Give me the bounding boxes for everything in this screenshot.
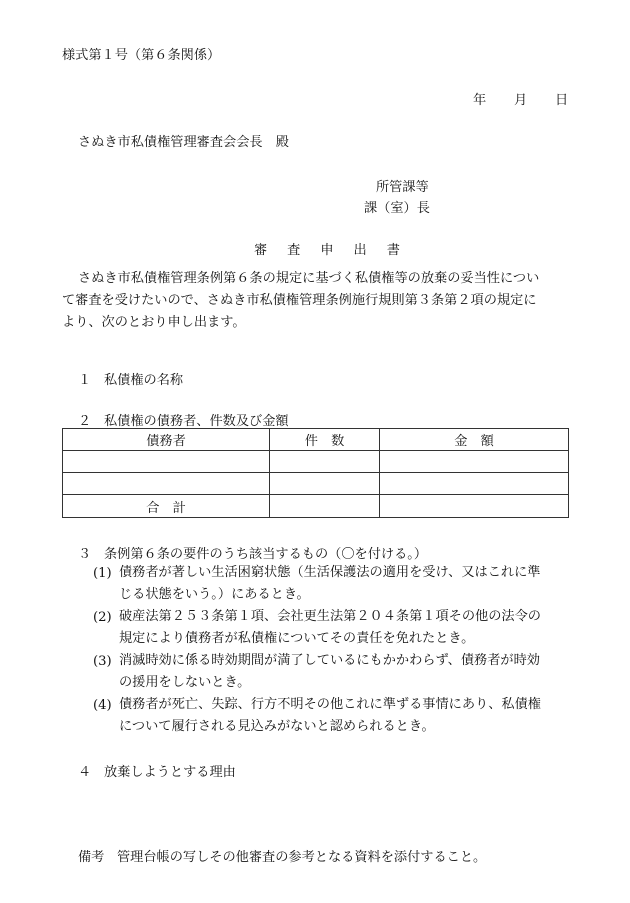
count-cell <box>270 451 380 473</box>
requirement-2-line-2: 規定により債務者が私債権についてその責任を免れたとき。 <box>119 631 475 646</box>
total-amount-cell <box>380 495 569 518</box>
total-count-cell <box>270 495 380 518</box>
section1-number: １ <box>78 373 92 388</box>
section1-label: 私債権の名称 <box>104 373 184 388</box>
table-row <box>63 473 569 495</box>
requirement-1-number: (1) <box>93 566 112 581</box>
header-debtor: 債務者 <box>63 429 270 451</box>
requirement-3-number: (3) <box>93 654 112 669</box>
requirement-1-line-1: 債務者が著しい生活困窮状態（生活保護法の適用を受け、又はこれに準 <box>119 565 541 580</box>
document-title: 審査申出書 <box>254 243 420 258</box>
remarks-text: 管理台帳の写しその他審査の参考となる資料を添付すること。 <box>117 850 487 865</box>
debtor-cell <box>63 451 270 473</box>
addressee: さぬき市私債権管理審査会会長 殿 <box>78 135 289 150</box>
date-year-label: 年 <box>473 93 487 108</box>
amount-cell <box>380 451 569 473</box>
table-header-row <box>63 429 569 451</box>
amount-cell <box>380 473 569 495</box>
requirement-4-line-1: 債務者が死亡、失踪、行方不明その他これに準ずる事情にあり、私債権 <box>119 697 541 712</box>
section4-label: 放棄しようとする理由 <box>104 765 236 780</box>
requirement-4-number: (4) <box>93 698 112 713</box>
intro-line-2: て審査を受けたいので、さぬき市私債権管理条例施行規則第３条第２項の規定に <box>62 293 537 308</box>
section2-number: ２ <box>78 414 92 429</box>
remarks-label: 備考 <box>78 850 105 865</box>
intro-line-3: より、次のとおり申し出ます。 <box>62 315 246 330</box>
date-month-label: 月 <box>514 93 528 108</box>
debtor-cell <box>63 473 270 495</box>
applicant-chief: 課（室）長 <box>364 201 430 216</box>
requirement-1-line-2: じる状態をいう。）にあるとき。 <box>119 587 310 602</box>
requirement-3-line-2: の援用をしないとき。 <box>119 675 251 690</box>
requirement-2-number: (2) <box>93 610 112 625</box>
total-label: 合 計 <box>63 495 270 518</box>
debt-table <box>62 428 569 518</box>
header-amount: 金 額 <box>380 429 569 451</box>
section3-number: ３ <box>78 547 92 562</box>
form-number: 様式第１号（第６条関係） <box>62 48 221 63</box>
date-day-label: 日 <box>555 93 569 108</box>
table-total-row <box>63 495 569 518</box>
table-row <box>63 451 569 473</box>
intro-line-1: さぬき市私債権管理条例第６条の規定に基づく私債権等の放棄の妥当性につい <box>78 271 540 286</box>
count-cell <box>270 473 380 495</box>
section3-label: 条例第６条の要件のうち該当するもの（〇を付ける。） <box>104 547 428 562</box>
section2-label: 私債権の債務者、件数及び金額 <box>104 414 289 429</box>
requirement-3-line-1: 消滅時効に係る時効期間が満了しているにもかかわらず、債務者が時効 <box>119 653 540 668</box>
applicant-department: 所管課等 <box>376 180 429 195</box>
header-count: 件 数 <box>270 429 380 451</box>
requirement-2-line-1: 破産法第２５３条第１項、会社更生法第２０４条第１項その他の法令の <box>119 609 541 624</box>
requirement-4-line-2: について履行される見込みがないと認められるとき。 <box>119 719 435 734</box>
section4-number: ４ <box>78 765 92 780</box>
